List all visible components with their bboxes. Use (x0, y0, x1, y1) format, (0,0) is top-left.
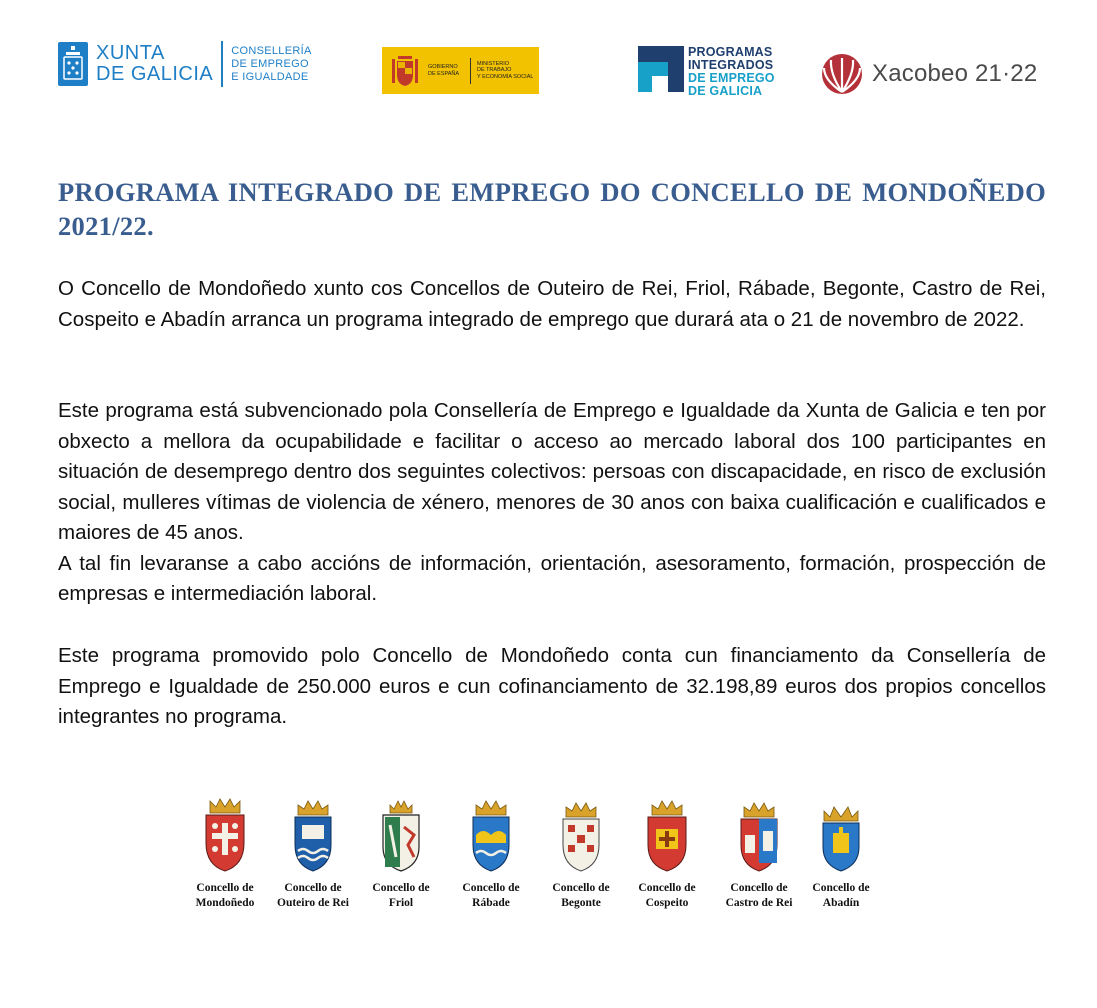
council-outeiro-de-rei (268, 795, 358, 911)
outeiro-coat-icon (290, 795, 336, 873)
council-begonte (536, 795, 626, 911)
pieg-logo (638, 46, 775, 98)
xacobeo-text: Xacobeo 21·22 (872, 60, 1038, 87)
xunta-name (96, 43, 213, 85)
council-label-line2: Outeiro de Rei (277, 897, 349, 909)
gobierno-divider (470, 58, 471, 84)
xunta-divider (221, 41, 223, 87)
pieg-line2: INTEGRADOS (688, 58, 774, 72)
paragraph-2: Este programa está subvencionado pola Consellería de Emprego e Igualdade da Xunta de Galicia e ten por obxecto a mellora da ocupabilidade e facilitar o acceso ao mercado laboral dos 100 participantes en situación de desemprego dentro dos seguintes colectivos: persoas con discapacidade, en risco de exclusión social, mulleres vítimas de violencia de xénero, menores de 30 anos con baixa cualificación e cualificados e maiores de 45 anos. (58, 399, 1046, 544)
council-label-line2: Friol (388, 897, 414, 909)
pieg-line4: DE GALICIA (688, 84, 763, 98)
council-label-line1: Concello de (812, 882, 870, 894)
council-label (796, 881, 886, 911)
council-mondonedo (180, 795, 270, 911)
paragraph-subsidy-block (58, 396, 1046, 610)
council-label-line2: Rábade (472, 897, 510, 909)
scallop-shell-icon (820, 52, 864, 96)
castro-coat-icon (736, 795, 782, 873)
council-label-line2: Castro de Rei (725, 897, 793, 909)
council-castro-de-rei (714, 795, 804, 911)
abadin-coat-icon (818, 795, 864, 873)
council-abadin (796, 795, 886, 911)
council-label-line1: Concello de (730, 882, 788, 894)
xunta-dept-line1: CONSELLERÍA (231, 44, 312, 57)
council-cospeito (622, 795, 712, 911)
xunta-name-line2: DE GALICIA (96, 63, 214, 85)
paragraph-funding (58, 641, 1046, 733)
spain-coat-of-arms-icon (390, 53, 420, 89)
xunta-name-line1: XUNTA (96, 42, 165, 64)
council-label (446, 881, 536, 911)
ministerio-line1: MINISTERIO (477, 60, 510, 67)
pieg-text (688, 46, 775, 98)
council-label (622, 881, 712, 911)
council-friol (356, 795, 446, 911)
council-coats-of-arms (180, 795, 900, 915)
friol-coat-icon (378, 795, 424, 873)
council-label-line2: Cospeito (645, 897, 689, 909)
pieg-mark-icon (638, 46, 684, 92)
xunta-galicia-logo (58, 40, 312, 88)
pieg-line3: DE EMPREGO (688, 71, 775, 85)
paragraph-intro (58, 274, 1046, 335)
ministerio-text (477, 61, 537, 81)
mondonedo-coat-icon (202, 795, 248, 873)
xacobeo-logo (820, 52, 1037, 96)
cospeito-coat-icon (644, 795, 690, 873)
gobierno-line2: DE ESPAÑA (428, 70, 460, 77)
rabade-coat-icon (468, 795, 514, 873)
council-label-line2: Begonte (561, 897, 601, 909)
council-label (180, 881, 270, 911)
xunta-emblem-icon (58, 42, 88, 86)
paragraph-4: Este programa promovido polo Concello de Mondoñedo conta cun financiamento da Consellería de Emprego e Igualdade de 250.000 euros e cun cofinanciamento de 32.198,89 euros dos propios concellos integrantes no programa. (58, 644, 1046, 728)
paragraph-3: A tal fin levaranse a cabo accións de información, orientación, asesoramento, formación, prospección de empresas e intermediación laboral. (58, 551, 1046, 605)
xunta-dept-line2: DE EMPREGO (231, 57, 309, 70)
council-label-line2: Mondoñedo (195, 897, 255, 909)
document-title: PROGRAMA INTEGRADO DE EMPREGO DO CONCELLO DE MONDOÑEDO 2021/22. (58, 177, 1046, 241)
council-label-line1: Concello de (284, 882, 342, 894)
gobierno-espana-logo (382, 47, 539, 94)
council-label-line1: Concello de (372, 882, 430, 894)
council-label (714, 881, 804, 911)
council-label (268, 881, 358, 911)
gobierno-line1: GOBIERNO (428, 64, 458, 70)
council-label (536, 881, 626, 911)
council-label-line2: Abadín (822, 897, 860, 909)
gobierno-text (428, 64, 464, 77)
ministerio-line2: DE TRABAJO (477, 67, 512, 74)
begonte-coat-icon (558, 795, 604, 873)
pieg-line1: PROGRAMAS (688, 45, 773, 59)
xunta-department (231, 45, 311, 84)
council-label-line1: Concello de (638, 882, 696, 894)
council-label-line1: Concello de (196, 882, 254, 894)
ministerio-line3: Y ECONOMÍA SOCIAL (477, 73, 534, 80)
paragraph-1: O Concello de Mondoñedo xunto cos Concellos de Outeiro de Rei, Friol, Rábade, Begonte, Castro de Rei, Cospeito e Abadín arranca un programa integrado de emprego que durará ata o 21 de novembro de 2022. (58, 277, 1046, 331)
council-label-line1: Concello de (552, 882, 610, 894)
council-label (356, 881, 446, 911)
xunta-dept-line3: E IGUALDADE (231, 70, 309, 83)
council-rabade (446, 795, 536, 911)
council-label-line1: Concello de (462, 882, 520, 894)
